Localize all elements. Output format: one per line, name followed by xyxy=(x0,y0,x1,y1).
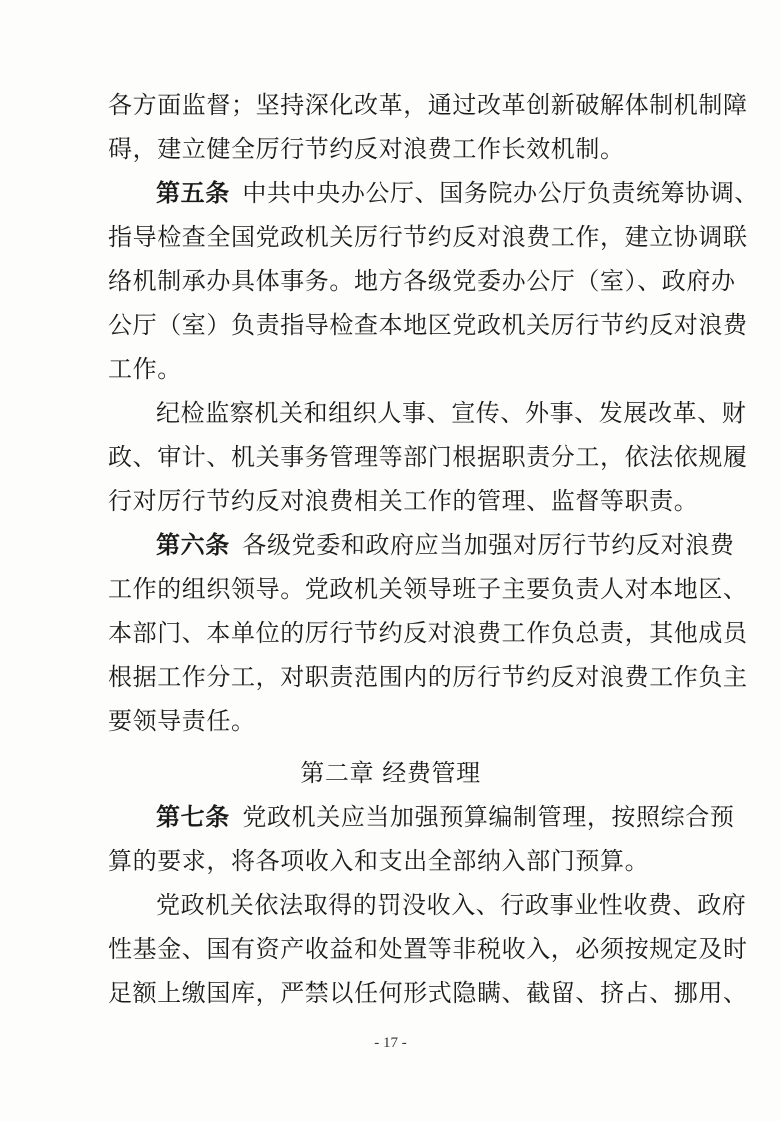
article-6-paragraph xyxy=(156,530,735,560)
paragraph-line: 各方面监督；坚持深化改革，通过改革创新破解体制机制障 xyxy=(108,91,748,119)
paragraph-line: 络机制承办具体事务。地方各级党委办公厅（室）、政府办 xyxy=(108,267,736,295)
article-5-heading: 第五条 xyxy=(156,179,230,207)
paragraph-line: 工作的组织领导。党政机关领导班子主要负责人对本地区、 xyxy=(108,575,748,603)
paragraph-line: 足额上缴国库，严禁以任何形式隐瞒、截留、挤占、挪用、 xyxy=(108,979,748,1007)
paragraph-line: 各级党委和政府应当加强对厉行节约反对浪费 xyxy=(242,531,735,559)
paragraph-line: 行对厉行节约反对浪费相关工作的管理、监督等职责。 xyxy=(108,487,699,515)
article-7-paragraph xyxy=(156,802,735,832)
paragraph-line: 工作。 xyxy=(108,355,182,383)
page-number: - 17 - xyxy=(374,1035,407,1051)
paragraph-line: 党政机关应当加强预算编制管理，按照综合预 xyxy=(242,803,735,831)
paragraph-line: 算的要求，将各项收入和支出全部纳入部门预算。 xyxy=(108,847,650,875)
article-5-paragraph xyxy=(156,178,760,208)
paragraph-line: 指导检查全国党政机关厉行节约反对浪费工作，建立协调联 xyxy=(108,223,748,251)
paragraph-line: 性基金、国有资产收益和处置等非税收入，必须按规定及时 xyxy=(108,935,748,963)
article-7-heading: 第七条 xyxy=(156,803,230,831)
paragraph-line: 碍，建立健全厉行节约反对浪费工作长效机制。 xyxy=(108,135,625,163)
paragraph-line: 党政机关依法取得的罚没收入、行政事业性收费、政府 xyxy=(156,891,747,919)
article-6-heading: 第六条 xyxy=(156,531,230,559)
paragraph-line: 中共中央办公厅、国务院办公厅负责统筹协调、 xyxy=(242,179,760,207)
paragraph-line: 政、审计、机关事务管理等部门根据职责分工，依法依规履 xyxy=(108,443,748,471)
paragraph-line: 根据工作分工，对职责范围内的厉行节约反对浪费工作负主 xyxy=(108,663,748,691)
paragraph-line: 要领导责任。 xyxy=(108,707,256,735)
paragraph-line: 纪检监察机关和组织人事、宣传、外事、发展改革、财 xyxy=(156,399,747,427)
paragraph-line: 公厅（室）负责指导检查本地区党政机关厉行节约反对浪费 xyxy=(108,311,748,339)
chapter-title: 第二章 经费管理 xyxy=(300,759,481,787)
paragraph-line: 本部门、本单位的厉行节约反对浪费工作负总责，其他成员 xyxy=(108,619,748,647)
